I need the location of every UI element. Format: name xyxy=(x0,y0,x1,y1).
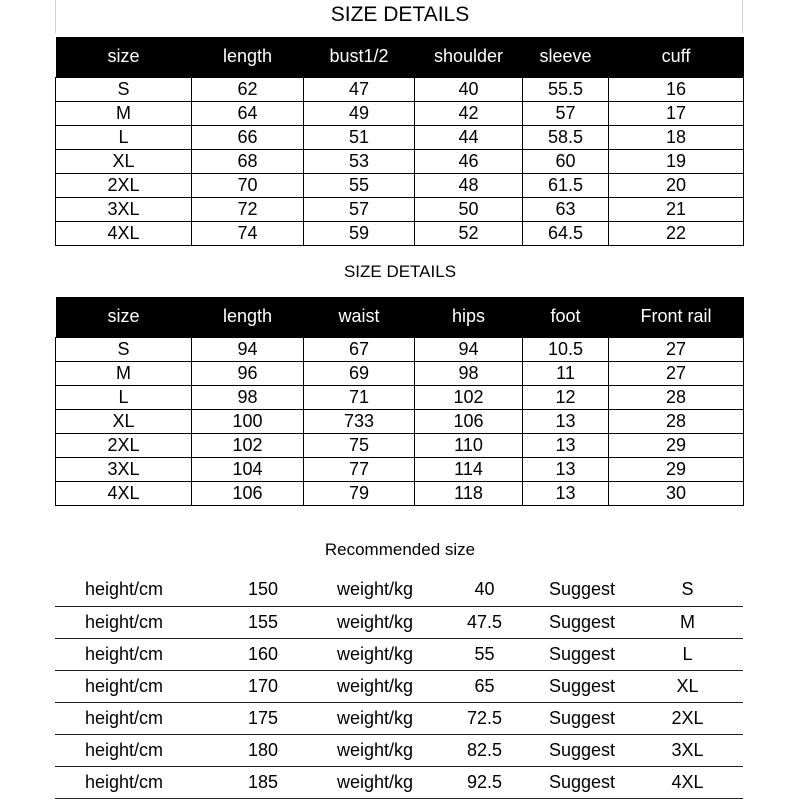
table-cell: 64.5 xyxy=(523,221,609,245)
table-cell: 65 xyxy=(437,670,532,702)
table-cell: 77 xyxy=(304,457,415,481)
table-row xyxy=(56,197,744,221)
table-cell: 60 xyxy=(523,149,609,173)
table-cell: 48 xyxy=(415,173,523,197)
table-cell: 71 xyxy=(304,385,415,409)
table-cell: 10.5 xyxy=(523,337,609,361)
recommended-row xyxy=(55,574,743,606)
table-cell: 155 xyxy=(213,606,313,638)
table-cell: 180 xyxy=(213,734,313,766)
table-cell: 29 xyxy=(609,457,744,481)
table-row xyxy=(56,337,744,361)
table-cell: XL xyxy=(56,409,192,433)
table-cell: height/cm xyxy=(55,574,213,606)
table-row xyxy=(56,221,744,245)
column-header: bust1/2 xyxy=(304,37,415,77)
table-cell: weight/kg xyxy=(313,702,437,734)
table-cell: Suggest xyxy=(532,670,632,702)
table-cell: 47 xyxy=(304,77,415,101)
table-cell: 3XL xyxy=(56,457,192,481)
table-cell: 57 xyxy=(523,101,609,125)
table-cell: 40 xyxy=(415,77,523,101)
column-header: hips xyxy=(415,297,523,337)
table-cell: height/cm xyxy=(55,670,213,702)
table-row xyxy=(56,77,744,101)
table-cell: 74 xyxy=(192,221,304,245)
table-cell: 55.5 xyxy=(523,77,609,101)
table-cell: 64 xyxy=(192,101,304,125)
table-cell: 11 xyxy=(523,361,609,385)
table-cell: 3XL xyxy=(632,734,743,766)
table-cell: weight/kg xyxy=(313,670,437,702)
table-cell: weight/kg xyxy=(313,766,437,798)
recommended-title: Recommended size xyxy=(324,540,476,559)
table-cell: 63 xyxy=(523,197,609,221)
table-cell: Suggest xyxy=(532,574,632,606)
table-cell: 72 xyxy=(192,197,304,221)
table-cell: 69 xyxy=(304,361,415,385)
column-header: length xyxy=(192,297,304,337)
table-cell: 51 xyxy=(304,125,415,149)
table-cell: M xyxy=(56,101,192,125)
table-cell: 3XL xyxy=(56,197,192,221)
column-header: foot xyxy=(523,297,609,337)
table-row xyxy=(56,481,744,505)
table-cell: S xyxy=(56,77,192,101)
table-row xyxy=(56,149,744,173)
table-cell: 75 xyxy=(304,433,415,457)
table-cell: S xyxy=(56,337,192,361)
table-cell: XL xyxy=(56,149,192,173)
table-cell: S xyxy=(632,574,743,606)
table-cell: 52 xyxy=(415,221,523,245)
table-cell: Suggest xyxy=(532,638,632,670)
size-table-top xyxy=(55,37,744,246)
table-cell: 55 xyxy=(437,638,532,670)
recommended-row xyxy=(55,606,743,638)
table-cell: 82.5 xyxy=(437,734,532,766)
recommended-row xyxy=(55,766,743,798)
table-cell: 53 xyxy=(304,149,415,173)
table-cell: 98 xyxy=(415,361,523,385)
table-cell: 160 xyxy=(213,638,313,670)
column-header: length xyxy=(192,37,304,77)
table-cell: 44 xyxy=(415,125,523,149)
table-cell: 13 xyxy=(523,481,609,505)
table-cell: 2XL xyxy=(56,433,192,457)
table-row xyxy=(56,173,744,197)
column-header: Front rail xyxy=(609,297,744,337)
header-row xyxy=(56,297,744,337)
table-cell: L xyxy=(56,125,192,149)
table-row xyxy=(56,125,744,149)
column-header: cuff xyxy=(609,37,744,77)
table-cell: 30 xyxy=(609,481,744,505)
table-row xyxy=(56,433,744,457)
table-cell: 2XL xyxy=(632,702,743,734)
column-header: size xyxy=(56,297,192,337)
table-cell: 79 xyxy=(304,481,415,505)
table-cell: 102 xyxy=(415,385,523,409)
table-cell: L xyxy=(632,638,743,670)
table-cell: 18 xyxy=(609,125,744,149)
table-cell: Suggest xyxy=(532,702,632,734)
section2-title: SIZE DETAILS xyxy=(343,262,457,281)
table-cell: 57 xyxy=(304,197,415,221)
recommended-row xyxy=(55,670,743,702)
table-cell: 102 xyxy=(192,433,304,457)
table-cell: 114 xyxy=(415,457,523,481)
table-cell: 66 xyxy=(192,125,304,149)
table-cell: 12 xyxy=(523,385,609,409)
table-cell: 19 xyxy=(609,149,744,173)
table-cell: 49 xyxy=(304,101,415,125)
table-cell: 27 xyxy=(609,337,744,361)
column-header: shoulder xyxy=(415,37,523,77)
recommended-size-table xyxy=(55,574,743,799)
table-cell: L xyxy=(56,385,192,409)
table-cell: Suggest xyxy=(532,606,632,638)
table-cell: 61.5 xyxy=(523,173,609,197)
table-cell: 42 xyxy=(415,101,523,125)
section1-title: SIZE DETAILS xyxy=(330,3,470,26)
table-cell: 46 xyxy=(415,149,523,173)
table-cell: 110 xyxy=(415,433,523,457)
table-row xyxy=(56,101,744,125)
recommended-row xyxy=(55,702,743,734)
table-cell: 67 xyxy=(304,337,415,361)
table-cell: 17 xyxy=(609,101,744,125)
table-cell: XL xyxy=(632,670,743,702)
table-cell: weight/kg xyxy=(313,574,437,606)
table-cell: height/cm xyxy=(55,766,213,798)
table-cell: Suggest xyxy=(532,766,632,798)
table-cell: 94 xyxy=(415,337,523,361)
table-cell: weight/kg xyxy=(313,734,437,766)
table-cell: 13 xyxy=(523,409,609,433)
table-cell: height/cm xyxy=(55,638,213,670)
table-cell: 47.5 xyxy=(437,606,532,638)
table-cell: 4XL xyxy=(632,766,743,798)
table-cell: height/cm xyxy=(55,606,213,638)
header-row xyxy=(56,37,744,77)
table-cell: 28 xyxy=(609,385,744,409)
table-cell: M xyxy=(56,361,192,385)
column-header: size xyxy=(56,37,192,77)
table-cell: 4XL xyxy=(56,221,192,245)
table-cell: 22 xyxy=(609,221,744,245)
table-cell: 13 xyxy=(523,457,609,481)
table-cell: 13 xyxy=(523,433,609,457)
table-cell: 58.5 xyxy=(523,125,609,149)
table-cell: 28 xyxy=(609,409,744,433)
table-cell: 40 xyxy=(437,574,532,606)
table-cell: 16 xyxy=(609,77,744,101)
table-cell: 118 xyxy=(415,481,523,505)
table-cell: 100 xyxy=(192,409,304,433)
size-table-bottom xyxy=(55,297,744,506)
table-cell: height/cm xyxy=(55,702,213,734)
table-cell: weight/kg xyxy=(313,638,437,670)
table-cell: 21 xyxy=(609,197,744,221)
table-cell: Suggest xyxy=(532,734,632,766)
table-cell: 106 xyxy=(415,409,523,433)
table-cell: 92.5 xyxy=(437,766,532,798)
table-cell: 70 xyxy=(192,173,304,197)
table-row xyxy=(56,361,744,385)
table-row xyxy=(56,457,744,481)
table-row xyxy=(56,409,744,433)
table-cell: 98 xyxy=(192,385,304,409)
table-cell: 96 xyxy=(192,361,304,385)
table-cell: 55 xyxy=(304,173,415,197)
table-cell: 104 xyxy=(192,457,304,481)
table-cell: 4XL xyxy=(56,481,192,505)
table-cell: 170 xyxy=(213,670,313,702)
table-cell: 175 xyxy=(213,702,313,734)
table-cell: 68 xyxy=(192,149,304,173)
table-cell: 59 xyxy=(304,221,415,245)
table-cell: 185 xyxy=(213,766,313,798)
table-cell: 20 xyxy=(609,173,744,197)
table-cell: height/cm xyxy=(55,734,213,766)
column-header: sleeve xyxy=(523,37,609,77)
table-cell: 62 xyxy=(192,77,304,101)
table-cell: 2XL xyxy=(56,173,192,197)
table-cell: 72.5 xyxy=(437,702,532,734)
table-cell: 150 xyxy=(213,574,313,606)
recommended-row xyxy=(55,638,743,670)
table-cell: 106 xyxy=(192,481,304,505)
table-cell: M xyxy=(632,606,743,638)
table-cell: 733 xyxy=(304,409,415,433)
table-cell: 94 xyxy=(192,337,304,361)
table-cell: 50 xyxy=(415,197,523,221)
recommended-row xyxy=(55,734,743,766)
column-header: waist xyxy=(304,297,415,337)
table-row xyxy=(56,385,744,409)
table-cell: weight/kg xyxy=(313,606,437,638)
table-cell: 29 xyxy=(609,433,744,457)
table-cell: 27 xyxy=(609,361,744,385)
